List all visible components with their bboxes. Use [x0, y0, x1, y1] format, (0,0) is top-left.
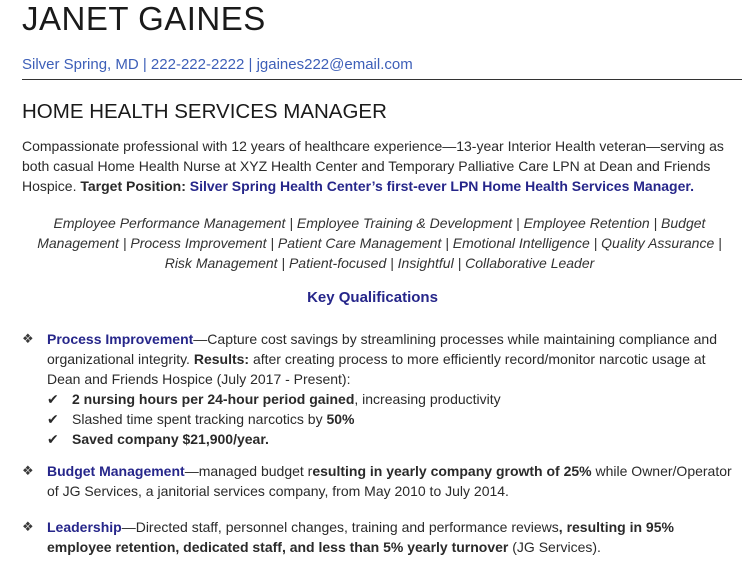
summary-text: Compassionate professional with 12 years of healthcare experience—13-year Interior Health veteran—serving as both casual Home Health Nurse at XYZ Health Center and Temporary Palliative Care LPN at Dean and Friends Hospice.	[22, 138, 724, 194]
candidate-name: JANET GAINES	[22, 0, 266, 37]
qualification-heading: Leadership	[47, 519, 122, 535]
list-item	[47, 429, 737, 449]
key-qualifications-heading: Key Qualifications	[307, 289, 438, 306]
qualification-text-tail: while Owner/Operator of JG Services, a janitorial services company, from May 2010 to July 2014.	[47, 463, 732, 499]
check-bold-text: 2 nursing hours per 24-hour period gained	[72, 391, 355, 407]
qualification-text: —Capture cost savings by streamlining processes while maintaining compliance and organizational integrity.	[47, 331, 717, 367]
checkmark-icon: ✔	[47, 411, 59, 427]
diamond-bullet-icon: ❖	[22, 331, 34, 346]
target-position-value: Silver Spring Health Center’s first-ever LPN Home Health Services Manager.	[189, 178, 694, 194]
qualification-leadership	[22, 517, 737, 557]
check-text: , increasing productivity	[354, 391, 501, 407]
qualification-text: —managed budget r	[184, 463, 313, 479]
checkmark-icon: ✔	[47, 391, 59, 407]
qualification-text-tail: (JG Services).	[508, 539, 601, 555]
qualification-heading: Budget Management	[47, 463, 185, 479]
qualification-budget-management	[22, 461, 737, 501]
results-text: after creating process to more efficiently record/monitor narcotic usage at Dean and Friends Hospice (July 2017 - Present):	[47, 351, 706, 387]
qualification-heading: Process Improvement	[47, 331, 194, 347]
check-bold-text: 50%	[326, 411, 355, 427]
list-item	[47, 389, 737, 409]
diamond-bullet-icon: ❖	[22, 463, 34, 478]
diamond-bullet-icon: ❖	[22, 519, 34, 534]
check-bold-text: Saved company $21,900/year.	[72, 431, 269, 447]
results-checklist	[47, 389, 737, 449]
contact-line: Silver Spring, MD | 222-222-2222 | jgaines222@email.com	[22, 56, 413, 73]
skills-list: Employee Performance Management | Employee Training & Development | Employee Retention | Budget Management | Process Improvement | Patient Care Management | Emotional Intelligence | Quality Assurance | Risk Management | Patient-focused | Insightful | Collaborative Leader	[37, 215, 722, 271]
header-divider	[22, 79, 742, 80]
qualification-process-improvement	[22, 329, 737, 449]
professional-summary	[22, 136, 737, 196]
qualification-bold-text: esulting in yearly company growth of 25%	[312, 463, 592, 479]
target-position-label: Target Position:	[80, 178, 190, 194]
list-item	[47, 409, 737, 429]
checkmark-icon: ✔	[47, 431, 59, 447]
qualification-text: —Directed staff, personnel changes, training and performance reviews	[121, 519, 559, 535]
results-label: Results:	[193, 351, 250, 367]
resume-title: HOME HEALTH SERVICES MANAGER	[22, 100, 387, 123]
check-text: Slashed time spent tracking narcotics by	[72, 411, 327, 427]
qualification-bold-text: , resulting in 95% employee retention, dedicated staff, and less than 5% yearly turnover	[47, 519, 674, 555]
